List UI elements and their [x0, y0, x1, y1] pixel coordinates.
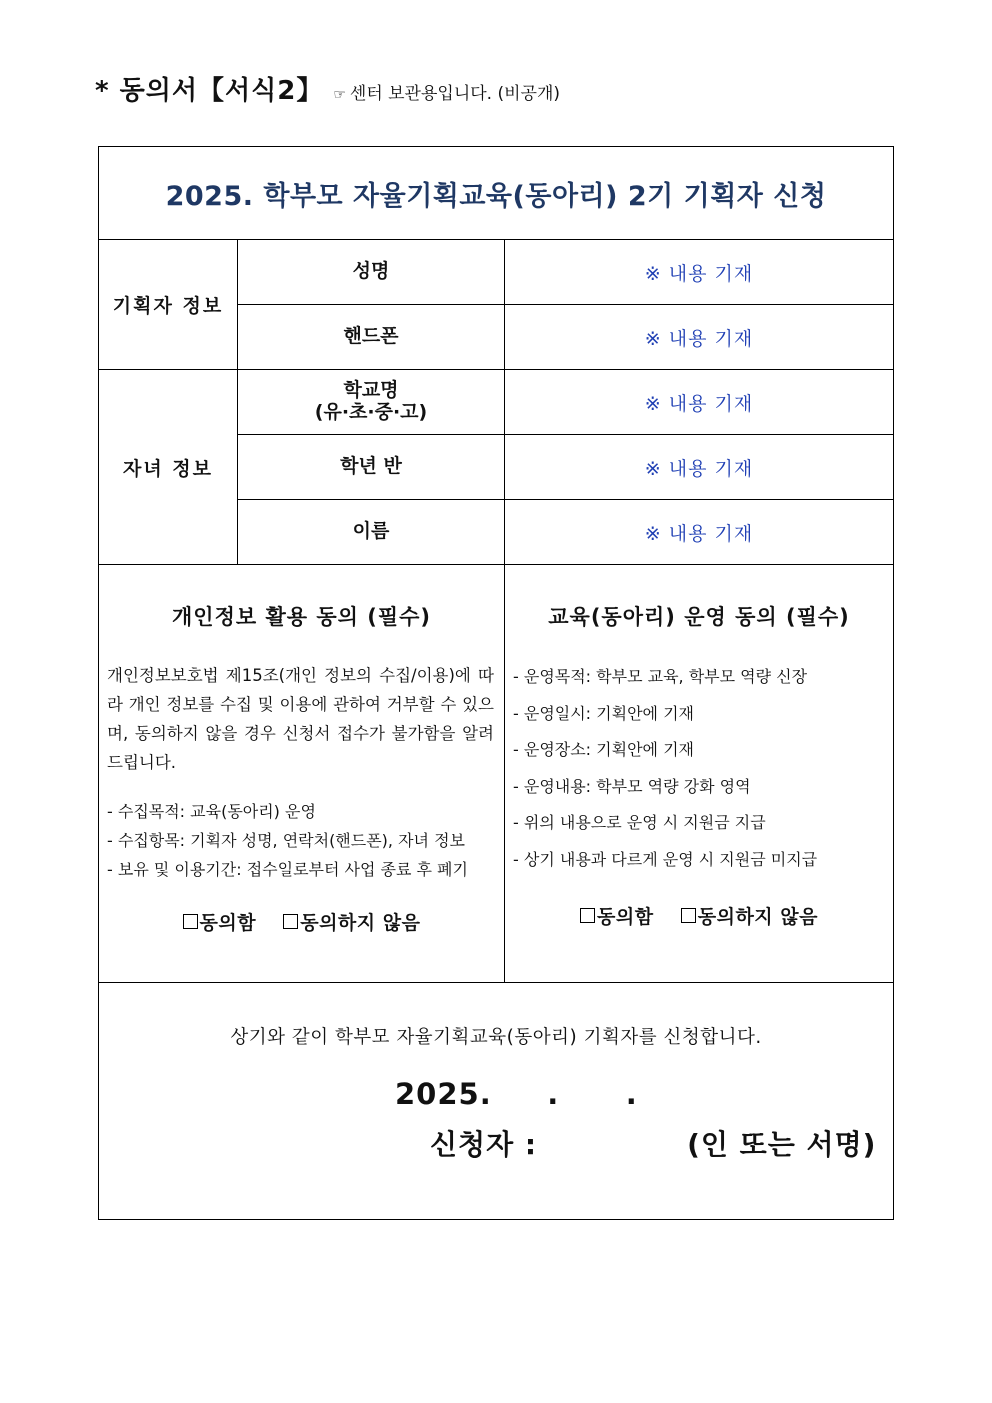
- operation-agree-label: 동의함: [597, 906, 654, 928]
- checkbox-icon[interactable]: [580, 908, 595, 923]
- phone-label: 핸드폰: [238, 305, 505, 370]
- school-name-label: [238, 370, 505, 435]
- list-item: - 상기 내용과 다르게 운영 시 지원금 미지급: [513, 849, 818, 869]
- privacy-disagree-label: 동의하지 않음: [300, 912, 421, 934]
- operation-disagree-label: 동의하지 않음: [697, 906, 818, 928]
- school-name-label-line1: 학교명: [343, 379, 399, 402]
- school-name-label-line2: (유·초·중·고): [314, 401, 428, 423]
- list-item: - 운영일시: 기획안에 기재: [513, 703, 694, 723]
- operation-disagree-checkbox[interactable]: [681, 906, 818, 928]
- privacy-disagree-checkbox[interactable]: [283, 912, 420, 934]
- operation-agree-checkbox[interactable]: [580, 906, 654, 928]
- list-item: - 운영장소: 기획안에 기재: [513, 740, 694, 759]
- privacy-consent-title: 개인정보 활용 동의 (필수): [172, 605, 431, 629]
- checkbox-icon[interactable]: [681, 908, 696, 923]
- privacy-consent-section: [99, 565, 505, 983]
- child-info-group: 자녀 정보: [99, 370, 238, 565]
- form-title: 2025. 학부모 자율기획교육(동아리) 2기 기획자 신청: [99, 147, 894, 240]
- privacy-consent-body: 개인정보보호법 제15조(개인 정보의 수집/이용)에 따라 개인 정보를 수집 및 이용에 관하여 거부할 수 있으며, 동의하지 않을 경우 신청서 접수가 불가함을 알려드립니다.: [107, 666, 494, 772]
- checkbox-icon[interactable]: [283, 914, 298, 929]
- application-statement: 상기와 같이 학부모 자율기획교육(동아리) 기획자를 신청합니다.: [230, 1027, 762, 1048]
- privacy-agree-label: 동의함: [199, 912, 257, 934]
- child-name-field[interactable]: ※ 내용 기재: [505, 500, 894, 565]
- storage-note-text: 센터 보관용입니다. (비공개): [349, 84, 561, 104]
- signature-field[interactable]: (인 또는 서명): [687, 1128, 877, 1161]
- planner-info-group: 기획자 정보: [99, 240, 238, 370]
- pointing-hand-icon: ☞: [333, 87, 346, 103]
- document-header: [95, 70, 560, 107]
- list-item: - 보유 및 이용기간: 접수일로부터 사업 종료 후 폐기: [107, 860, 468, 879]
- operation-consent-title: 교육(동아리) 운영 동의 (필수): [548, 605, 850, 629]
- application-footer: [99, 983, 894, 1220]
- form-label: * 동의서【서식2】: [95, 76, 324, 106]
- list-item: - 운영내용: 학부모 역량 강화 영역: [513, 776, 751, 796]
- application-form: [98, 146, 894, 1220]
- list-item: - 수집목적: 교육(동아리) 운영: [107, 802, 316, 821]
- name-field[interactable]: ※ 내용 기재: [505, 240, 894, 305]
- child-name-label: 이름: [238, 500, 505, 565]
- name-label: 성명: [238, 240, 505, 305]
- list-item: - 수집항목: 기획자 성명, 연락처(핸드폰), 자녀 정보: [107, 831, 466, 850]
- phone-field[interactable]: ※ 내용 기재: [505, 305, 894, 370]
- applicant-label: 신청자 :: [430, 1128, 538, 1161]
- operation-bullet-list: [513, 659, 893, 878]
- storage-note: [333, 79, 560, 104]
- privacy-agree-checkbox[interactable]: [183, 912, 257, 934]
- operation-agree-options: [505, 902, 893, 929]
- grade-class-field[interactable]: ※ 내용 기재: [505, 435, 894, 500]
- school-name-field[interactable]: ※ 내용 기재: [505, 370, 894, 435]
- privacy-agree-options: [99, 908, 504, 935]
- list-item: - 위의 내용으로 운영 시 지원금 지급: [513, 813, 766, 832]
- checkbox-icon[interactable]: [183, 914, 198, 929]
- privacy-bullet-list: [107, 797, 504, 884]
- list-item: - 운영목적: 학부모 교육, 학부모 역량 신장: [513, 667, 808, 686]
- application-date[interactable]: 2025. . .: [395, 1077, 638, 1111]
- grade-class-label: 학년 반: [238, 435, 505, 500]
- signature-line: [430, 1123, 893, 1163]
- operation-consent-section: [505, 565, 894, 983]
